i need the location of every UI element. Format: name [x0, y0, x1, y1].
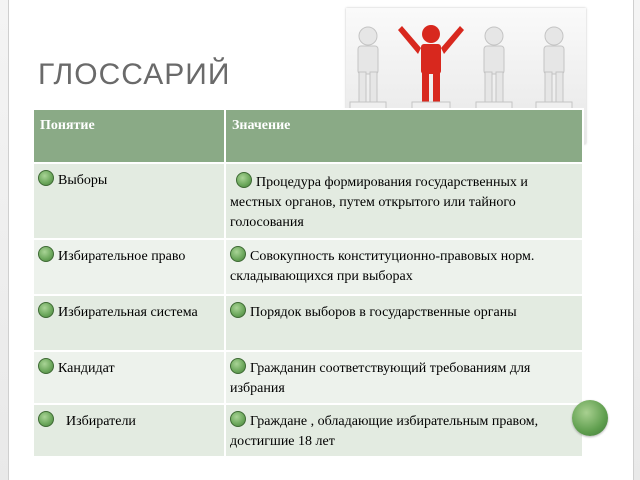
meaning-text: Граждане , обладающие избирательным правом, достигшие 18 лет: [230, 414, 539, 449]
meaning-text: Гражданин соответствующий требованиям для избрания: [230, 361, 531, 396]
grey-figure-1: [350, 27, 386, 114]
bullet-icon: [38, 358, 54, 374]
meaning-cell: [225, 351, 583, 404]
glossary-table: [32, 108, 584, 458]
meaning-cell: [225, 295, 583, 351]
bullet-icon: [230, 246, 246, 262]
red-figure: [398, 25, 464, 102]
term-cell: [33, 295, 225, 351]
slide-title: ГЛОССАРИЙ: [38, 58, 231, 91]
table-row: [33, 239, 583, 295]
table-header-row: [33, 109, 583, 163]
bullet-icon: [38, 246, 54, 262]
header-meaning: Значение: [225, 109, 583, 163]
bullet-icon: [38, 411, 54, 427]
table-row: [33, 351, 583, 404]
term-text: Выборы: [58, 173, 108, 188]
meaning-text: Процедура формирования государственных и местных органов, путем открытого или тайного голосования: [230, 175, 528, 230]
meaning-cell: [225, 163, 583, 239]
meaning-text: Совокупность конституционно-правовых норм. складывающихся при выборах: [230, 249, 535, 284]
term-cell: [33, 404, 225, 457]
term-cell: [33, 239, 225, 295]
term-text: Кандидат: [58, 361, 115, 376]
table-row: [33, 163, 583, 239]
decorative-circle-icon: [572, 400, 608, 436]
table-row: [33, 295, 583, 351]
term-cell: [33, 351, 225, 404]
bullet-icon: [230, 358, 246, 374]
term-text: Избирательное право: [58, 249, 186, 264]
bullet-icon: [236, 172, 252, 188]
bullet-icon: [38, 170, 54, 186]
meaning-text: Порядок выборов в государственные органы: [250, 305, 517, 320]
table-row: [33, 404, 583, 457]
bullet-icon: [230, 411, 246, 427]
term-text: Избирательная система: [58, 305, 198, 320]
term-text: Избиратели: [66, 414, 136, 429]
meaning-cell: [225, 404, 583, 457]
grey-figure-3: [536, 27, 572, 114]
grey-figure-2: [476, 27, 512, 114]
header-term: Понятие: [33, 109, 225, 163]
term-cell: [33, 163, 225, 239]
bullet-icon: [230, 302, 246, 318]
bullet-icon: [38, 302, 54, 318]
meaning-cell: [225, 239, 583, 295]
